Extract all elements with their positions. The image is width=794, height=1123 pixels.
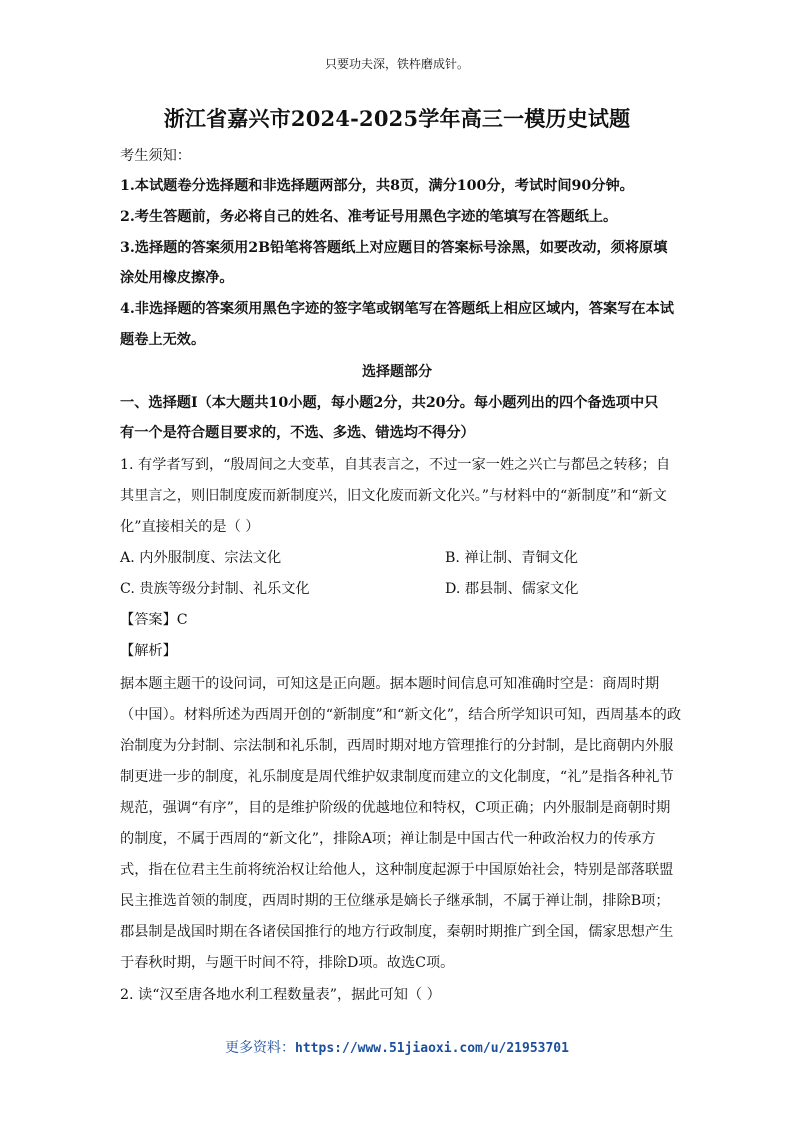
notice-heading: 考生须知： [120, 148, 191, 164]
q1-stem-line-2: 其里言之，则旧制度废而新制度兴，旧文化废而新文化兴。”与材料中的“新制度”和“新文 [120, 488, 667, 504]
notice-3-cont: 涂处用橡皮擦净。 [120, 270, 234, 286]
q1-analysis-line-2: （中国）。材料所述为西周开创的“新制度”和“新文化”，结合所学知识可知，西周基本的政 [120, 707, 682, 723]
footer-label: 更多资料： [225, 1040, 296, 1056]
q1-answer: 【答案】C [120, 612, 188, 628]
part-heading: 一、选择题Ⅰ（本大题共10小题，每小题2分，共20分。每小题列出的四个备选项中只 [120, 395, 659, 411]
footer-link[interactable] [0, 1038, 794, 1059]
q1-analysis-line-6: 的制度，不属于西周的“新文化”，排除A项；禅让制是中国古代一种政治权力的传承方 [120, 831, 656, 847]
q1-analysis-line-3: 治制度为分封制、宗法制和礼乐制，西周时期对地方管理推行的分封制，是比商朝内外服 [120, 738, 674, 754]
notice-3: 3.选择题的答案须用2B铅笔将答题纸上对应题目的答案标号涂黑，如要改动，须将原填 [120, 240, 668, 256]
q1-stem-line-3: 化”直接相关的是（ ） [120, 519, 260, 535]
page-motto: 只要功夫深，铁杵磨成针。 [324, 57, 469, 71]
q1-analysis-line-5: 规范，强调“有序”，目的是维护阶级的优越地位和特权，C项正确；内外服制是商朝时期 [120, 800, 671, 816]
q1-analysis-label: 【解析】 [120, 643, 177, 659]
q1-option-d: D. 郡县制、儒家文化 [445, 581, 579, 597]
q1-analysis-line-7: 式，指在位君主生前将统治权让给他人，这种制度起源于中国原始社会，特别是部落联盟 [120, 862, 674, 878]
q1-analysis-line-1: 据本题主题干的设问词，可知这是正向题。据本题时间信息可知准确时空是：商周时期 [120, 676, 660, 692]
footer-url[interactable]: https://www.51jiaoxi.com/u/21953701 [295, 1041, 569, 1056]
q1-option-b: B. 禅让制、青铜文化 [445, 550, 578, 566]
q1-option-c: C. 贵族等级分封制、礼乐文化 [120, 581, 310, 597]
q1-analysis-line-4: 制更进一步的制度，礼乐制度是周代维护奴隶制度而建立的文化制度，“礼”是指各种礼节 [120, 769, 674, 785]
notice-4: 4.非选择题的答案须用黑色字迹的签字笔或钢笔写在答题纸上相应区域内，答案写在本试 [120, 301, 674, 317]
notice-1: 1.本试题卷分选择题和非选择题两部分，共8页，满分100分，考试时间90分钟。 [120, 178, 634, 194]
q1-analysis-line-10: 于春秋时期，与题干时间不符，排除D项。故选C项。 [120, 955, 455, 971]
exam-title: 浙江省嘉兴市2024-2025学年高三一模历史试题 [163, 106, 631, 131]
part-heading-cont: 有一个是符合题目要求的，不选、多选、错选均不得分） [120, 425, 475, 441]
notice-2: 2.考生答题前，务必将自己的姓名、准考证号用黑色字迹的笔填写在答题纸上。 [120, 209, 618, 225]
q1-stem-line-1: 1. 有学者写到，“殷周间之大变革，自其表言之，不过一家一姓之兴亡与都邑之转移；自 [120, 457, 671, 473]
section-title: 选择题部分 [362, 364, 432, 380]
q1-analysis-line-8: 民主推选首领的制度，西周时期的王位继承是嫡长子继承制，不属于禅让制，排除B项； [120, 893, 670, 909]
q1-option-a: A. 内外服制度、宗法文化 [120, 550, 282, 566]
notice-4-cont: 题卷上无效。 [120, 332, 206, 348]
q1-analysis-line-9: 郡县制是战国时期在各诸侯国推行的地方行政制度，秦朝时期推广到全国，儒家思想产生 [120, 924, 674, 940]
q2-stem: 2. 读“汉至唐各地水利工程数量表”，据此可知（ ） [120, 987, 441, 1003]
